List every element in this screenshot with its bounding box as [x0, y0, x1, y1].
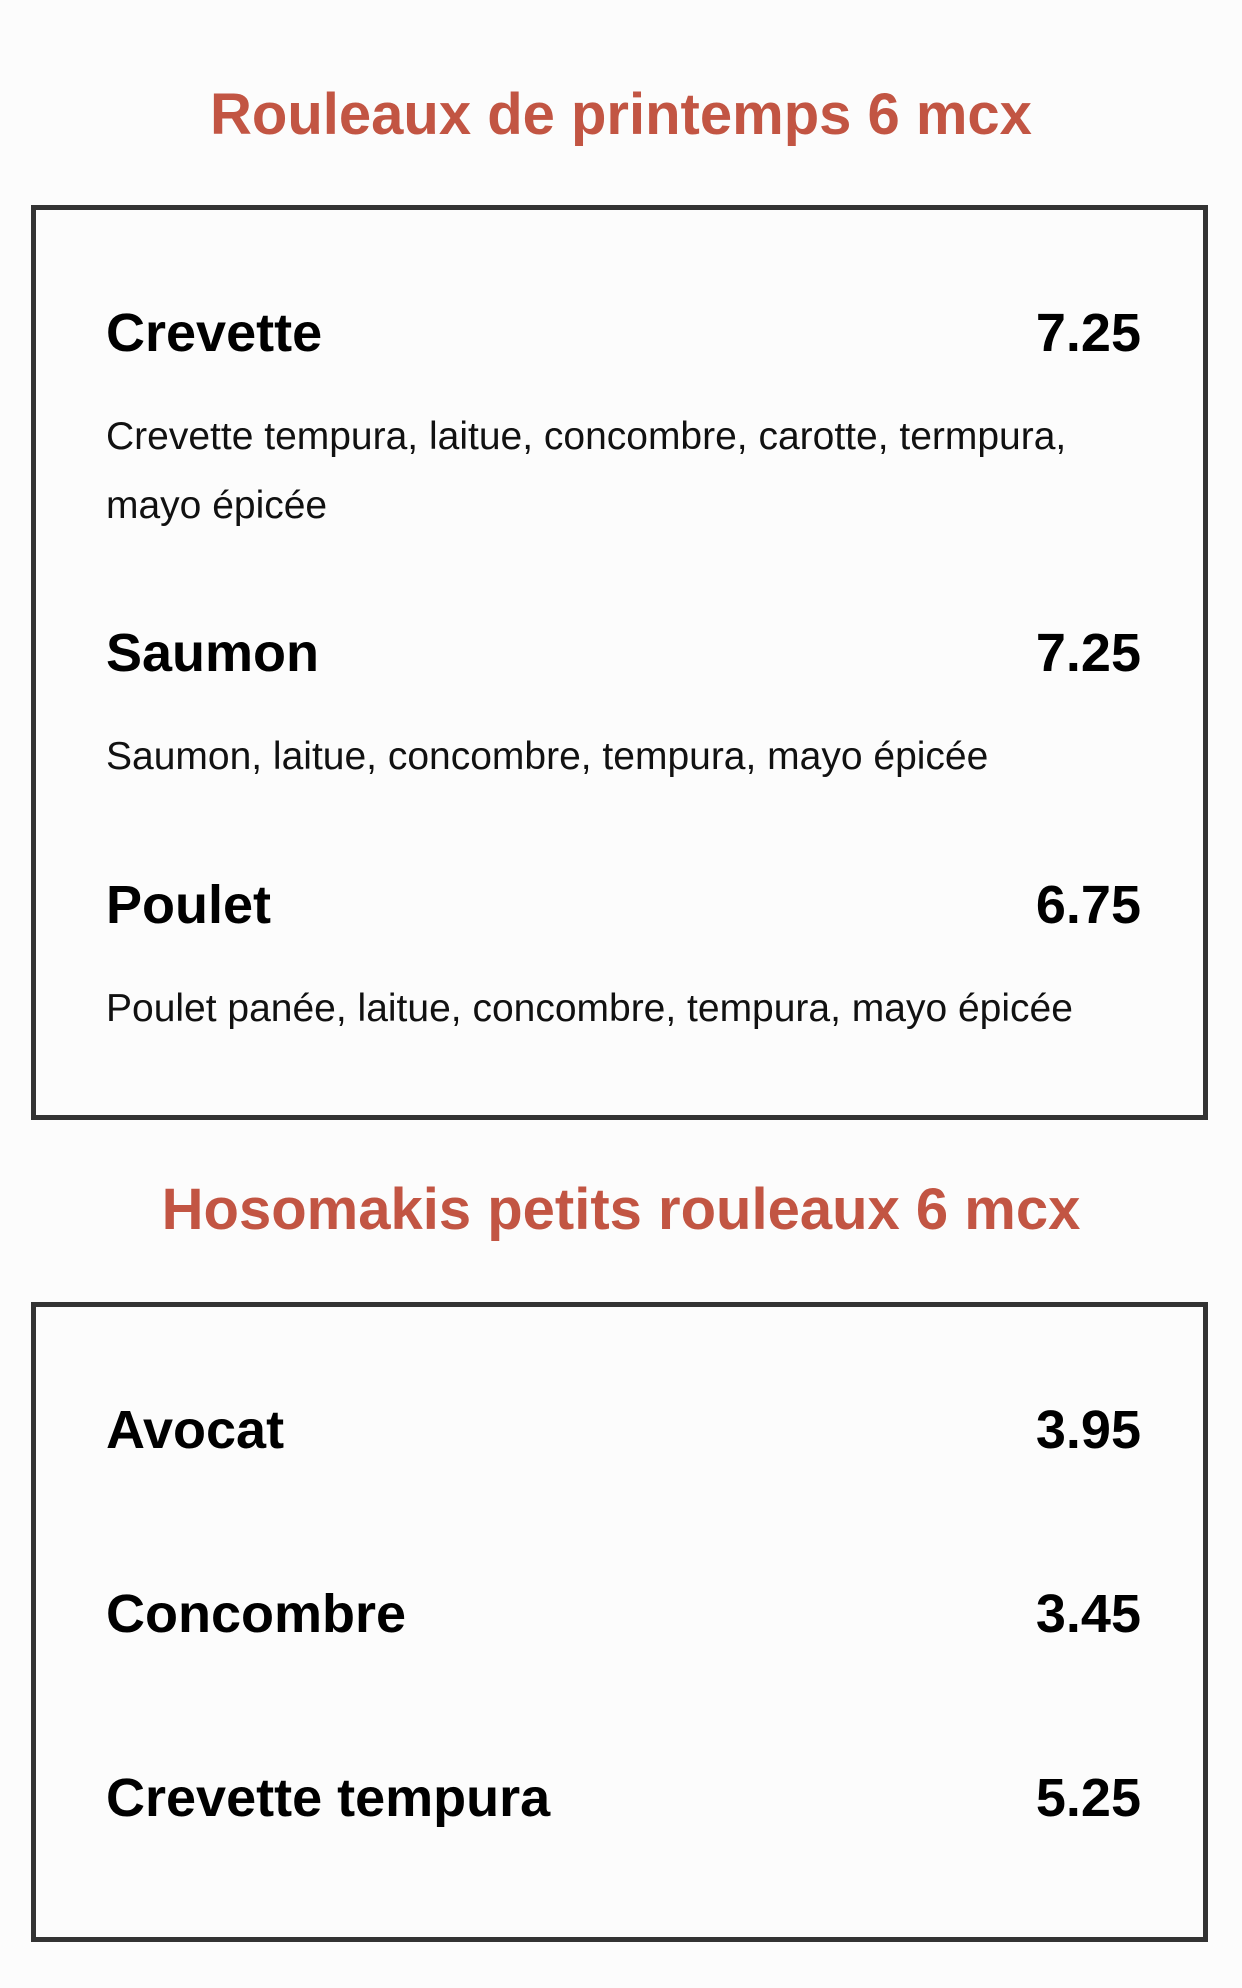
- item-price: 7.25: [1035, 623, 1141, 683]
- menu-item-concombre[interactable]: [106, 1579, 1141, 1649]
- item-name: Saumon: [106, 623, 320, 683]
- menu-box-hosomakis: [31, 1302, 1208, 1942]
- menu-item-crevette-tempura[interactable]: [106, 1763, 1141, 1833]
- item-price: 7.25: [1035, 303, 1141, 363]
- item-description: Crevette tempura, laitue, concombre, carotte, termpura, mayo épicée: [106, 415, 1067, 527]
- item-name: Avocat: [106, 1400, 285, 1460]
- section-title-hosomakis: Hosomakis petits rouleaux 6 mcx: [161, 1177, 1081, 1242]
- item-description: Poulet panée, laitue, concombre, tempura, mayo épicée: [106, 987, 1073, 1030]
- menu-box-rouleaux: [31, 205, 1208, 1120]
- menu-item-saumon[interactable]: [106, 618, 1141, 791]
- menu-item-crevette[interactable]: [106, 298, 1141, 540]
- item-name: Crevette tempura: [106, 1768, 551, 1828]
- item-price: 3.45: [1035, 1584, 1141, 1644]
- menu-item-poulet[interactable]: [106, 870, 1141, 1043]
- item-price: 3.95: [1035, 1400, 1141, 1460]
- item-name: Poulet: [106, 875, 272, 935]
- menu-item-avocat[interactable]: [106, 1395, 1141, 1465]
- item-name: Concombre: [106, 1584, 407, 1644]
- item-name: Crevette: [106, 303, 323, 363]
- section-title-rouleaux: Rouleaux de printemps 6 mcx: [210, 82, 1032, 147]
- item-description: Saumon, laitue, concombre, tempura, mayo épicée: [106, 735, 989, 778]
- item-price: 5.25: [1035, 1768, 1141, 1828]
- item-price: 6.75: [1035, 875, 1141, 935]
